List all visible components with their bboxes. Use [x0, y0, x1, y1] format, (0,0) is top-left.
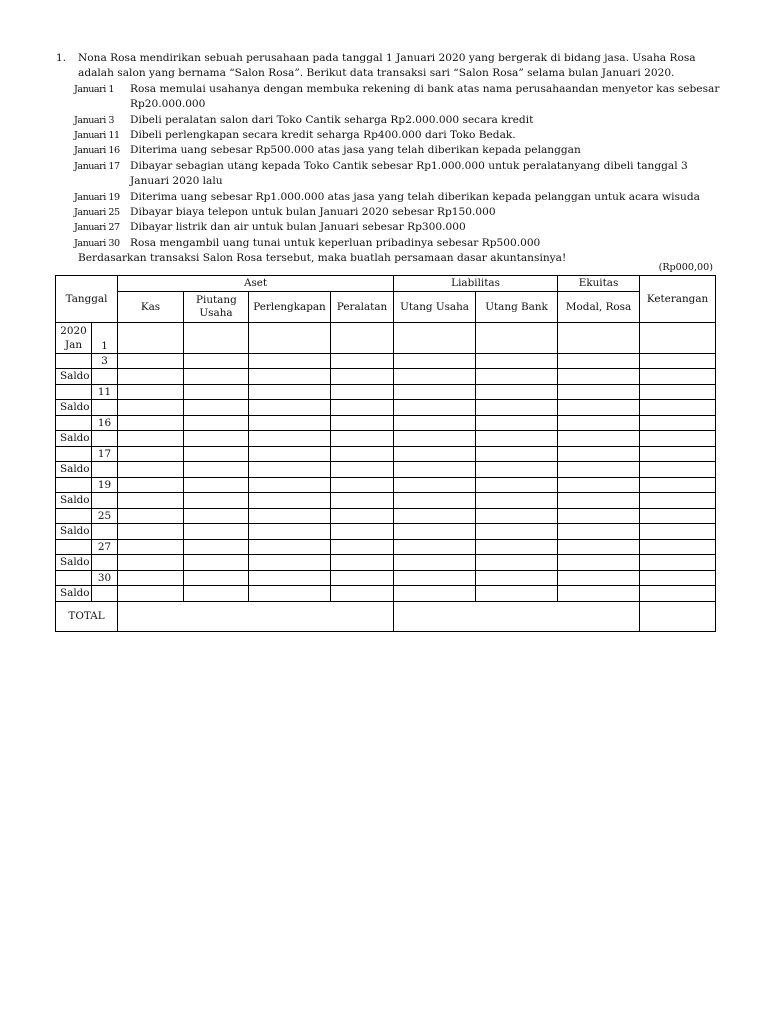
table-row — [56, 570, 716, 586]
transaction-date: Januari 3 — [74, 114, 114, 126]
day-cell: 27 — [92, 539, 118, 555]
header-keterangan: Keterangan — [640, 276, 716, 323]
transaction-item — [56, 236, 720, 251]
header-tanggal: Tanggal — [56, 276, 118, 323]
header-modal-rosa: Modal, Rosa — [558, 291, 640, 322]
saldo-row — [56, 524, 716, 540]
transaction-item — [56, 113, 720, 128]
day-cell: 30 — [92, 570, 118, 586]
transaction-text: Diterima uang sebesar Rp500.000 atas jasa yang telah diberikan kepada pelanggan — [130, 144, 581, 157]
saldo-row — [56, 555, 716, 571]
transaction-item — [56, 190, 720, 205]
total-row — [56, 601, 716, 631]
day-cell: 11 — [92, 384, 118, 400]
day-cell: 19 — [92, 477, 118, 493]
transaction-text: Dibayar biaya telepon untuk bulan Januari 2020 sebesar Rp150.000 — [130, 206, 496, 219]
transaction-item — [56, 205, 720, 220]
transaction-text: Rosa memulai usahanya dengan membuka rekening di bank atas nama perusahaandan menyetor kas sebesar Rp20.000.000 — [130, 82, 720, 111]
transaction-text: Rosa mengambil uang tunai untuk keperluan pribadinya sebesar Rp500.000 — [130, 236, 541, 249]
header-kas: Kas — [118, 291, 184, 322]
transaction-text: Diterima uang sebesar Rp1.000.000 atas jasa yang telah diberikan kepada pelanggan untuk acara wisuda — [130, 190, 700, 203]
saldo-row — [56, 400, 716, 416]
table-row — [56, 508, 716, 524]
total-liabilitas-ekuitas-cell[interactable] — [394, 601, 640, 631]
transaction-item — [56, 128, 720, 143]
saldo-label: Saldo — [56, 586, 92, 602]
saldo-row — [56, 369, 716, 385]
transaction-item — [56, 143, 720, 158]
transaction-text: Dibeli peralatan salon dari Toko Cantik seharga Rp2.000.000 secara kredit — [130, 113, 534, 126]
saldo-row — [56, 493, 716, 509]
header-utang-usaha: Utang Usaha — [394, 291, 476, 322]
table-row — [56, 353, 716, 369]
transaction-item — [56, 82, 720, 113]
transaction-text: Dibayar sebagian utang kepada Toko Cantik sebesar Rp1.000.000 untuk peralatanyang dibeli tanggal 3 Januari 2020 lalu — [130, 159, 688, 188]
header-ekuitas: Ekuitas — [558, 276, 640, 292]
table-row — [56, 446, 716, 462]
header-utang-bank: Utang Bank — [476, 291, 558, 322]
question-number: 1. — [56, 52, 67, 64]
table-row — [56, 415, 716, 431]
transaction-item — [56, 220, 720, 235]
table-row — [56, 322, 716, 353]
transaction-date: Januari 17 — [74, 160, 120, 172]
day-cell: 3 — [92, 353, 118, 369]
day-cell: 17 — [92, 446, 118, 462]
saldo-label: Saldo — [56, 462, 92, 478]
question-intro: Nona Rosa mendirikan sebuah perusahaan pada tanggal 1 Januari 2020 yang bergerak di bidang jasa. Usaha Rosa adalah salon yang bernama “Salon Rosa”. Berikut data transaksi sari “Salon Rosa” selama bulan Januari 2020. — [78, 52, 696, 80]
total-aset-cell[interactable] — [118, 601, 394, 631]
month-label: Jan — [64, 338, 83, 351]
year-month-cell — [56, 322, 92, 353]
day-cell: 25 — [92, 508, 118, 524]
transaction-item — [56, 159, 720, 190]
saldo-label: Saldo — [56, 555, 92, 571]
transaction-date: Januari 25 — [74, 207, 120, 219]
saldo-label: Saldo — [56, 524, 92, 540]
question-block — [56, 51, 720, 267]
day-cell: 16 — [92, 415, 118, 431]
header-row-groups — [56, 276, 716, 292]
transaction-date: Januari 30 — [74, 237, 120, 249]
table-row — [56, 539, 716, 555]
transaction-list — [56, 82, 720, 251]
saldo-label: Saldo — [56, 493, 92, 509]
total-keterangan-cell[interactable] — [640, 601, 716, 631]
header-aset: Aset — [118, 276, 394, 292]
transaction-text: Dibayar listrik dan air untuk bulan Januari sebesar Rp300.000 — [130, 221, 466, 234]
transaction-date: Januari 11 — [74, 130, 120, 142]
header-peralatan: Peralatan — [331, 291, 394, 322]
saldo-label: Saldo — [56, 369, 92, 385]
saldo-row — [56, 586, 716, 602]
table-row — [56, 477, 716, 493]
header-perlengkapan: Perlengkapan — [249, 291, 331, 322]
saldo-label: Saldo — [56, 431, 92, 447]
transaction-date: Januari 27 — [74, 222, 120, 234]
transaction-date: Januari 1 — [74, 83, 114, 95]
transaction-text: Dibeli perlengkapan secara kredit seharga Rp400.000 dari Toko Bedak. — [130, 129, 516, 142]
accounting-equation-table — [55, 275, 716, 632]
header-liabilitas: Liabilitas — [394, 276, 558, 292]
total-label: TOTAL — [56, 601, 118, 631]
header-piutang-usaha: Piutang Usaha — [184, 291, 249, 322]
unit-note: (Rp000,00) — [658, 262, 713, 273]
header-row-accounts — [56, 291, 716, 322]
saldo-label: Saldo — [56, 400, 92, 416]
transaction-date: Januari 19 — [74, 191, 120, 203]
day-cell: 1 — [92, 322, 118, 353]
question-instruction: Berdasarkan transaksi Salon Rosa tersebut, maka buatlah persamaan dasar akuntansinya! — [78, 252, 567, 265]
transaction-date: Januari 16 — [74, 145, 120, 157]
saldo-row — [56, 462, 716, 478]
table-row — [56, 384, 716, 400]
year-label: 2020 — [60, 324, 87, 337]
saldo-row — [56, 431, 716, 447]
